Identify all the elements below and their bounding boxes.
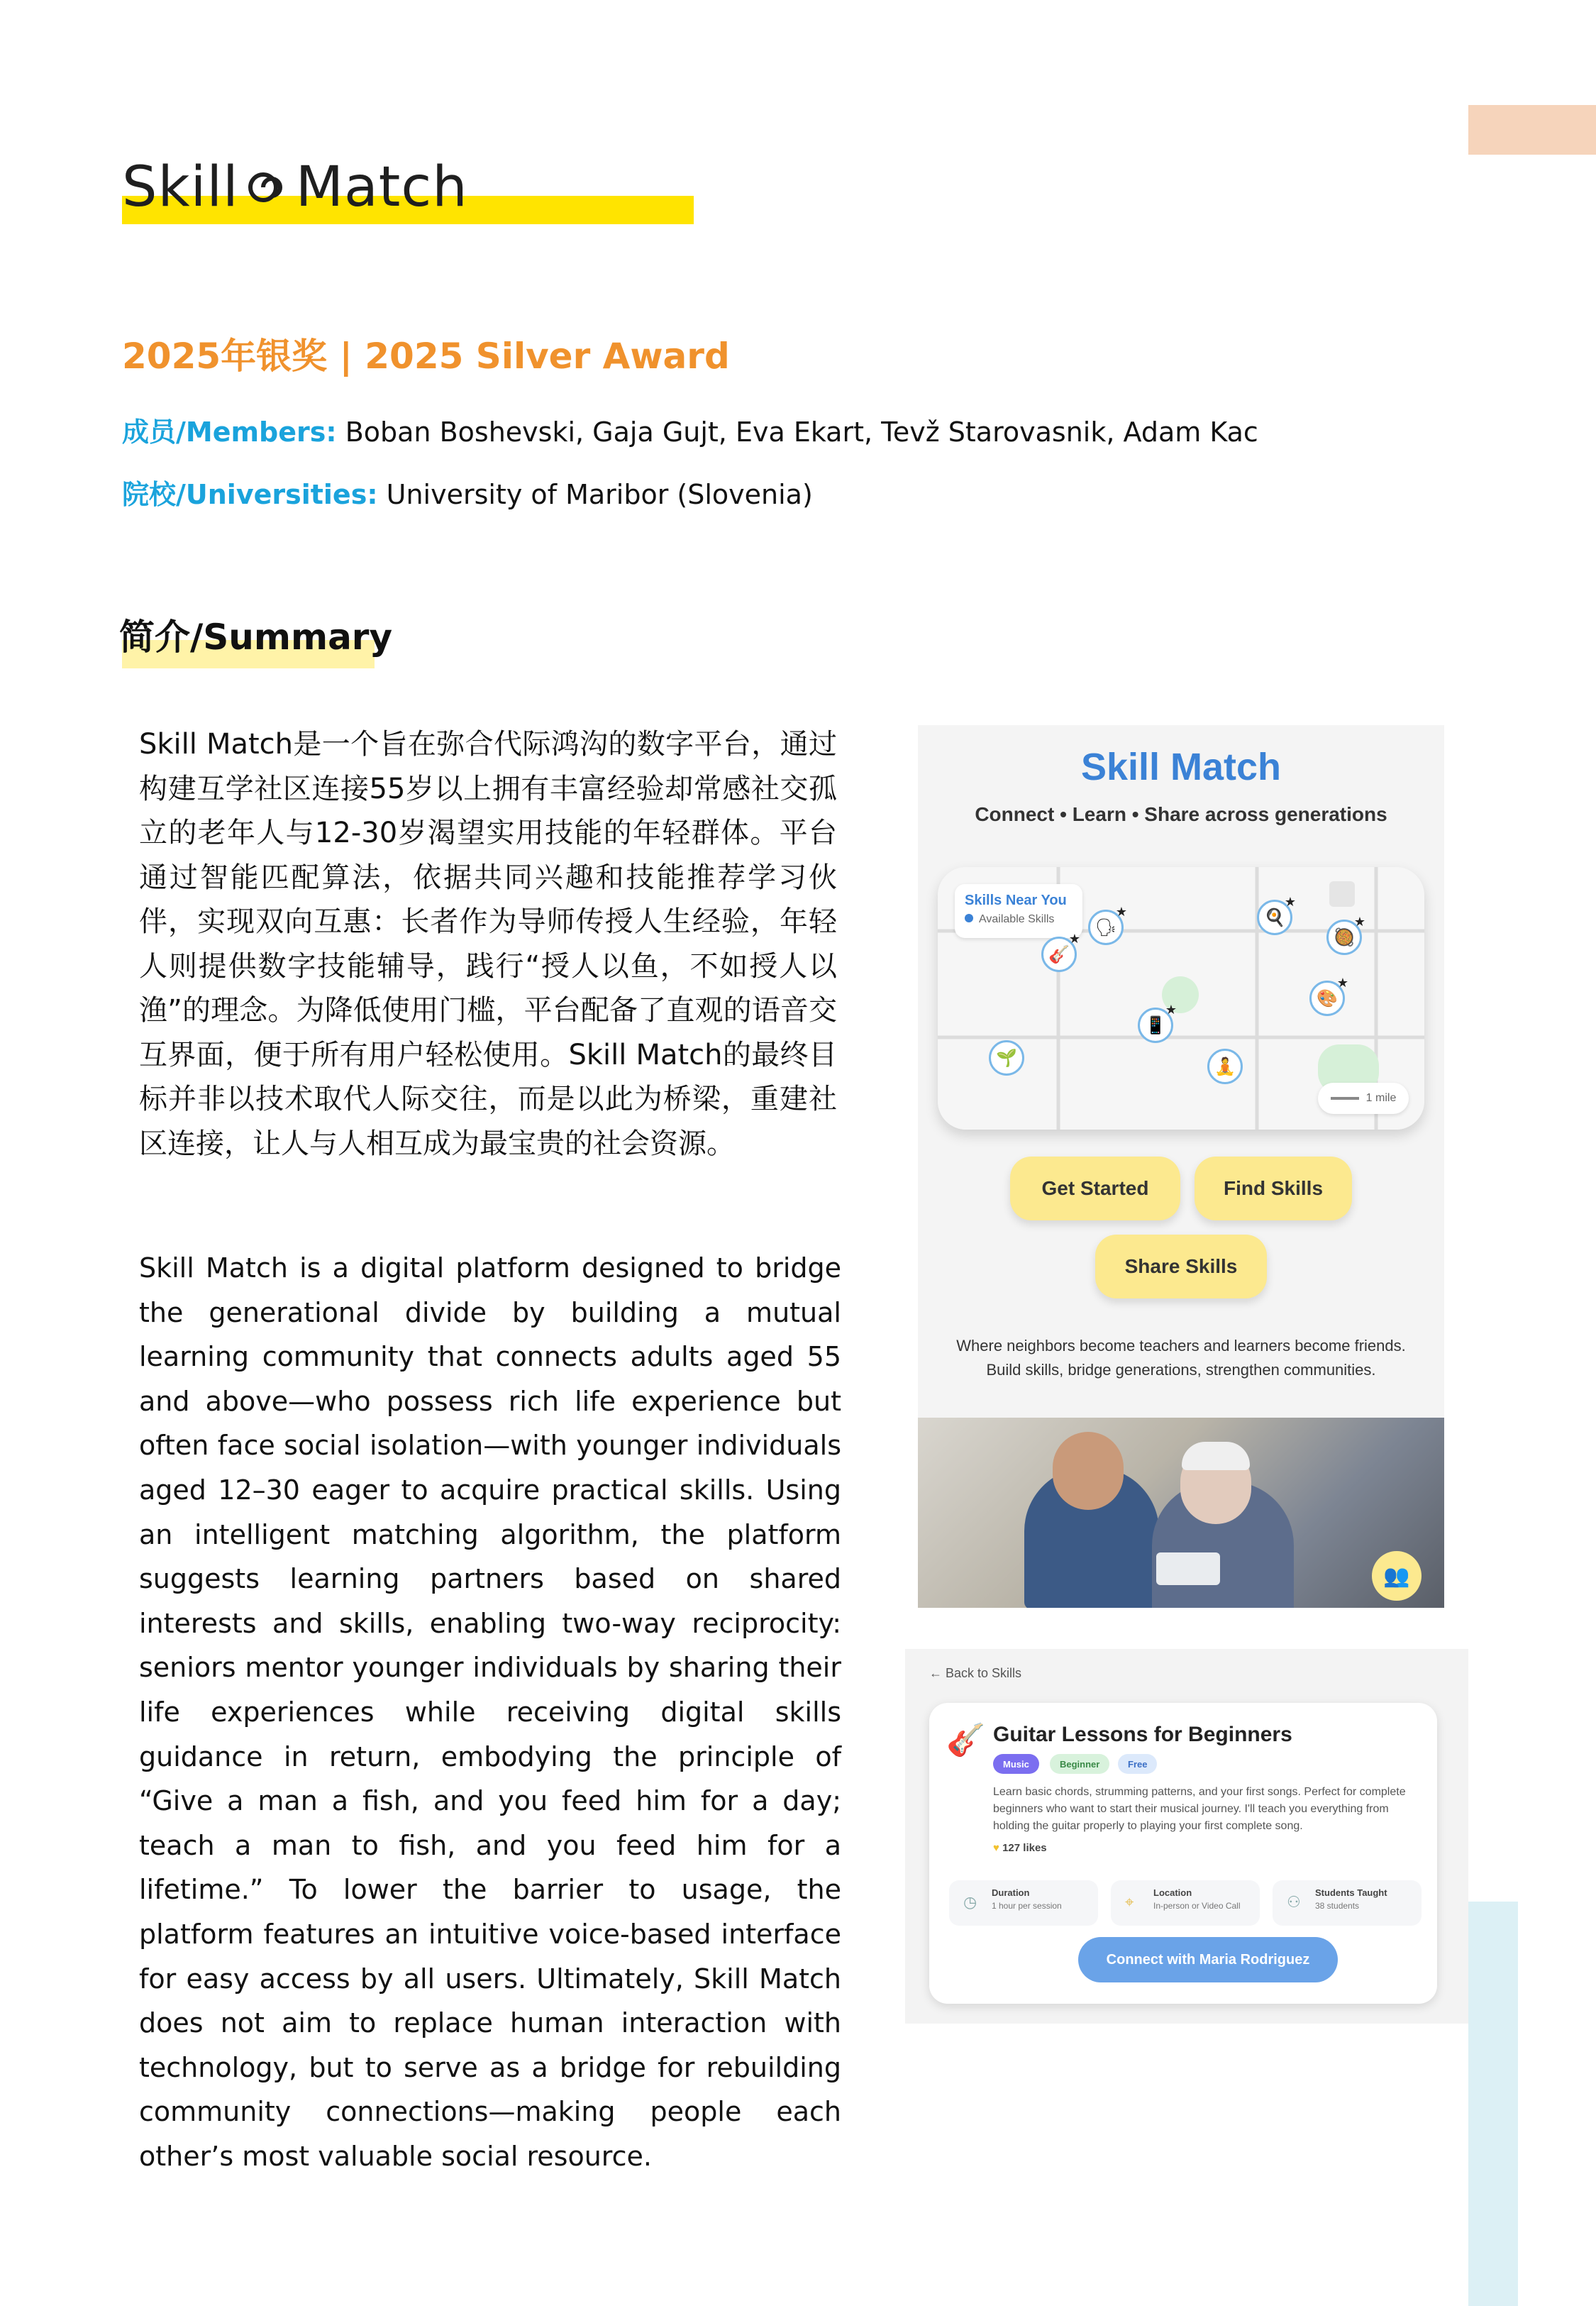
app-tagline — [918, 1334, 1444, 1382]
skills-near-you-title: Skills Near You — [965, 893, 1067, 908]
app-tagline-line-1: Where neighbors become teachers and learners become friends. — [956, 1337, 1406, 1355]
community-fab-button[interactable] — [1372, 1551, 1422, 1601]
logo-link-icon — [245, 165, 290, 210]
available-skills-legend: Available Skills — [965, 913, 1073, 926]
universities-label: 院校/Universities: — [122, 479, 378, 510]
skills-map[interactable] — [938, 867, 1424, 1130]
stat-duration-label: Duration — [992, 1887, 1030, 1898]
stat-students-value: 38 students — [1315, 1901, 1360, 1911]
summary-heading: 简介/Summary — [119, 617, 393, 658]
users-icon: 👥 — [1383, 1564, 1410, 1588]
connect-button[interactable]: Connect with Maria Rodriguez — [1078, 1937, 1338, 1982]
app-subtitle: Connect • Learn • Share across generations — [975, 803, 1387, 825]
app-home-screenshot — [918, 725, 1444, 1608]
stat-duration-value: 1 hour per session — [992, 1901, 1062, 1911]
stat-duration — [949, 1880, 1098, 1926]
back-to-skills-label: Back to Skills — [946, 1666, 1022, 1680]
stat-location — [1111, 1880, 1260, 1926]
members-line — [122, 410, 1258, 449]
stat-location-label: Location — [1153, 1887, 1192, 1898]
logo-text-match: Match — [295, 155, 468, 219]
summary-english-paragraph: Skill Match is a digital platform designed to bridge the generational divide by building a mutual learning community that connects adults aged 55 and above—who possess rich life experience but often face social isolation—with younger individuals aged 12–30 eager to acquire practical skills. Using an intelligent matching algorithm, the platform suggests learning partners based on shared interests and skills, enabling two-way reciprocity: seniors mentor younger individuals by sharing their life experiences while receiving digital skills guidance in return, embodying the principle of “Give a man a fish, and you feed him for a day; teach a man to fish, and you feed him for a lifetime.” To lower the barrier to usage, the platform features an intuitive voice-based interface for easy access by all users. Ultimately, Skill Match does not aim to replace human interaction with technology, but to serve as a bridge for rebuilding community connections—making people each other’s most valuable social resource. — [139, 1252, 841, 2172]
stat-students-label: Students Taught — [1315, 1887, 1387, 1898]
universities-value: University of Maribor (Slovenia) — [386, 479, 813, 510]
get-started-button[interactable]: Get Started — [1010, 1157, 1180, 1220]
stat-location-value: In-person or Video Call — [1153, 1901, 1241, 1911]
cooking-skill-pin[interactable]: 🍳 ★ — [1257, 900, 1292, 935]
members-label: 成员/Members: — [122, 416, 337, 448]
summary-chinese-paragraph: Skill Match是一个旨在弥合代际鸿沟的数字平台，通过构建互学社区连接55岁以上拥有丰富经验却常感社交孤立的老年人与12-30岁渴望实用技能的年轻群体。平台通过智能匹配算法，依据共同兴趣和技能推荐学习伙伴，实现双向互惠：长者作为导师传授人生经验，年轻人则提供数字技能辅导，践行“授人以鱼，不如授人以渔”的理念。为降低使用门槛，平台配备了直观的语音交互界面，便于所有用户轻松使用。Skill Match的最终目标并非以技术取代人际交往，而是以此为桥梁，重建社区连接，让人与人相互成为最宝贵的社会资源。 — [139, 728, 837, 1160]
app-tagline-line-2: Build skills, bridge generations, strengthen communities. — [986, 1361, 1376, 1379]
guitar-icon: 🎸 — [946, 1723, 985, 1758]
clock-icon: ◷ — [963, 1893, 977, 1911]
share-skills-button[interactable]: Share Skills — [1095, 1235, 1267, 1298]
members-value: Boban Boshevski, Gaja Gujt, Eva Ekart, Tevž Starovasnik, Adam Kac — [345, 416, 1258, 448]
yoga-skill-pin[interactable]: 🧘 — [1207, 1049, 1243, 1084]
skill-detail-card — [929, 1703, 1437, 2004]
speech-skill-pin[interactable]: 🗣 ★ — [1088, 910, 1124, 945]
award-title: 2025年银奖 | 2025 Silver Award — [122, 336, 730, 377]
tag-free: Free — [1118, 1754, 1157, 1774]
universities-line — [122, 473, 813, 512]
skills-near-you-panel — [955, 884, 1082, 938]
app-title: Skill Match — [1080, 746, 1282, 788]
skill-description: Learn basic chords, strumming patterns, and your first songs. Perfect for complete beginners who want to start their musical journey. I'll teach you everything from holding the guitar properly to playing your first complete song. — [993, 1786, 1406, 1832]
arrow-left-icon: ← — [929, 1666, 946, 1680]
skill-detail-screenshot — [905, 1649, 1468, 2024]
location-pin-icon: ⌖ — [1125, 1893, 1134, 1911]
stat-students — [1273, 1880, 1422, 1926]
skill-match-logo — [122, 152, 468, 223]
users-icon: ⚇ — [1287, 1893, 1301, 1911]
guitar-skill-pin[interactable]: 🎸 ★ — [1041, 937, 1077, 972]
heart-icon: ♥ — [993, 1842, 1003, 1854]
back-to-skills-link[interactable] — [929, 1666, 1021, 1681]
likes-label: 127 likes — [1002, 1842, 1047, 1854]
tag-music: Music — [993, 1754, 1039, 1774]
mentoring-photo — [918, 1418, 1444, 1608]
tag-beginner: Beginner — [1050, 1754, 1109, 1774]
likes-count — [993, 1842, 1047, 1854]
painting-skill-pin[interactable]: 🎨 ★ — [1309, 981, 1345, 1016]
phone-skill-pin[interactable]: 📱 ★ — [1138, 1008, 1173, 1043]
baking-skill-pin[interactable]: 🥘 ★ — [1326, 920, 1362, 955]
skill-title: Guitar Lessons for Beginners — [993, 1723, 1292, 1746]
map-scale: 1 mile — [1318, 1083, 1409, 1114]
find-skills-button[interactable]: Find Skills — [1195, 1157, 1352, 1220]
side-decoration-cyan — [1468, 1902, 1518, 2306]
logo-text-skill: Skill — [122, 155, 239, 219]
corner-decoration-peach — [1468, 105, 1596, 155]
gardening-skill-pin[interactable]: 🌱 — [989, 1040, 1024, 1076]
